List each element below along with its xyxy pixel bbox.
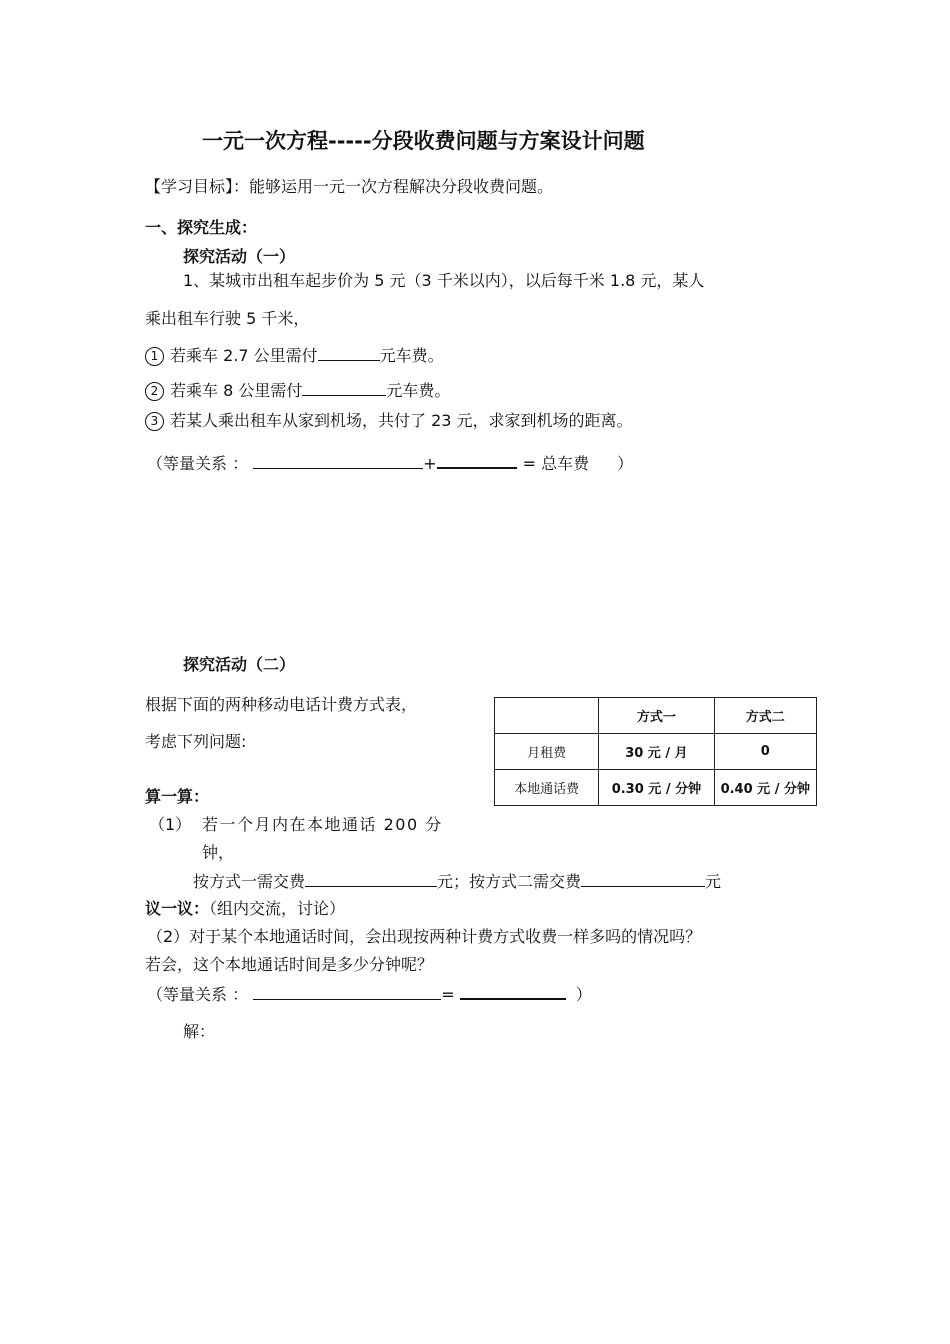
discuss-note: （组内交流，讨论） bbox=[209, 899, 346, 918]
table-cell: 0 bbox=[714, 734, 816, 770]
activity-2-intro-line-1: 根据下面的两种移动电话计费方式表， bbox=[145, 695, 418, 714]
question-unit: 元车费。 bbox=[386, 381, 451, 400]
equation-plus: + bbox=[423, 454, 437, 473]
table-header-cell: 方式一 bbox=[599, 698, 714, 734]
calc-question-line-1: 若一个月内在本地通话 200 分 bbox=[202, 815, 443, 834]
equation-blank-b[interactable] bbox=[437, 453, 517, 469]
pay-option-a-label: 按方式一需交费 bbox=[193, 872, 306, 891]
pay-option-b-label: 元；按方式二需交费 bbox=[437, 872, 582, 891]
equation-open: （等量关系 ： bbox=[147, 985, 249, 1004]
table-header-cell bbox=[495, 698, 599, 734]
table-cell: 0.30 元 / 分钟 bbox=[599, 770, 714, 806]
activity-2-intro-line-2: 考虑下列问题: bbox=[145, 732, 247, 751]
answer-blank-option-a[interactable] bbox=[305, 872, 437, 887]
objective-label: 【学习目标】 bbox=[145, 177, 234, 196]
pay-unit: 元 bbox=[705, 872, 722, 891]
question-2-line-2: 若会，这个本地通话时间是多少分钟呢？ bbox=[145, 955, 434, 974]
problem-1-line-2: 乘出租车行驶 5 千米， bbox=[145, 309, 310, 328]
discuss-label: 议一议： bbox=[145, 899, 210, 918]
equation-close: ） bbox=[617, 454, 634, 473]
equation-relation-1 bbox=[147, 453, 633, 474]
answer-blank[interactable] bbox=[318, 346, 380, 361]
table-header-cell: 方式二 bbox=[714, 698, 816, 734]
equation-open: （等量关系 ： bbox=[147, 454, 249, 473]
equation-blank-a[interactable] bbox=[253, 985, 441, 1000]
question-text: 若某人乘出租车从家到机场，共付了 23 元，求家到机场的距离。 bbox=[170, 411, 633, 430]
question-2 bbox=[145, 381, 450, 401]
activity-1-heading: 探究活动（一） bbox=[183, 247, 296, 266]
calc-answer-line bbox=[193, 872, 721, 892]
question-unit: 元车费。 bbox=[379, 346, 444, 365]
calc-question-number: （1） bbox=[149, 815, 192, 834]
equation-blank-a[interactable] bbox=[253, 454, 423, 469]
table-cell: 月租费 bbox=[495, 734, 599, 770]
equation-blank-b[interactable] bbox=[460, 984, 566, 1000]
table-header-row bbox=[495, 698, 817, 734]
question-number: 3 bbox=[145, 412, 164, 431]
equation-relation-2 bbox=[147, 984, 592, 1005]
answer-blank-option-b[interactable] bbox=[581, 872, 705, 887]
calc-question-line-2: 钟， bbox=[202, 843, 235, 862]
objective-text: ：能够运用一元一次方程解决分段收费问题。 bbox=[233, 177, 554, 196]
question-text: 若乘车 8 公里需付 bbox=[170, 381, 303, 400]
question-1 bbox=[145, 346, 444, 366]
question-2-line-1: （2）对于某个本地通话时间，会出现按两种计费方式收费一样多吗的情况吗？ bbox=[147, 927, 702, 946]
problem-1-line-1: 1、某城市出租车起步价为 5 元（3 千米以内），以后每千米 1.8 元，某人 bbox=[183, 271, 705, 290]
answer-blank[interactable] bbox=[302, 381, 386, 396]
question-number: 1 bbox=[145, 347, 164, 366]
table-cell: 本地通话费 bbox=[495, 770, 599, 806]
equation-total: = 总车费 bbox=[522, 454, 590, 473]
table-cell: 30 元 / 月 bbox=[599, 734, 714, 770]
table-row bbox=[495, 770, 817, 806]
learning-objective bbox=[145, 177, 553, 197]
discuss-line bbox=[145, 899, 345, 919]
activity-2-heading: 探究活动（二） bbox=[183, 655, 296, 674]
page-title: 一元一次方程-----分段收费问题与方案设计问题 bbox=[202, 129, 645, 153]
billing-table bbox=[494, 697, 817, 806]
calc-heading: 算一算： bbox=[145, 787, 210, 806]
table-cell: 0.40 元 / 分钟 bbox=[714, 770, 816, 806]
solution-label: 解： bbox=[183, 1022, 216, 1041]
equation-close: ） bbox=[575, 985, 592, 1004]
question-3 bbox=[145, 411, 633, 431]
section-heading: 一、探究生成： bbox=[145, 218, 258, 237]
question-text: 若乘车 2.7 公里需付 bbox=[170, 346, 318, 365]
question-number: 2 bbox=[145, 382, 164, 401]
equation-equals: = bbox=[441, 985, 455, 1004]
table-row bbox=[495, 734, 817, 770]
